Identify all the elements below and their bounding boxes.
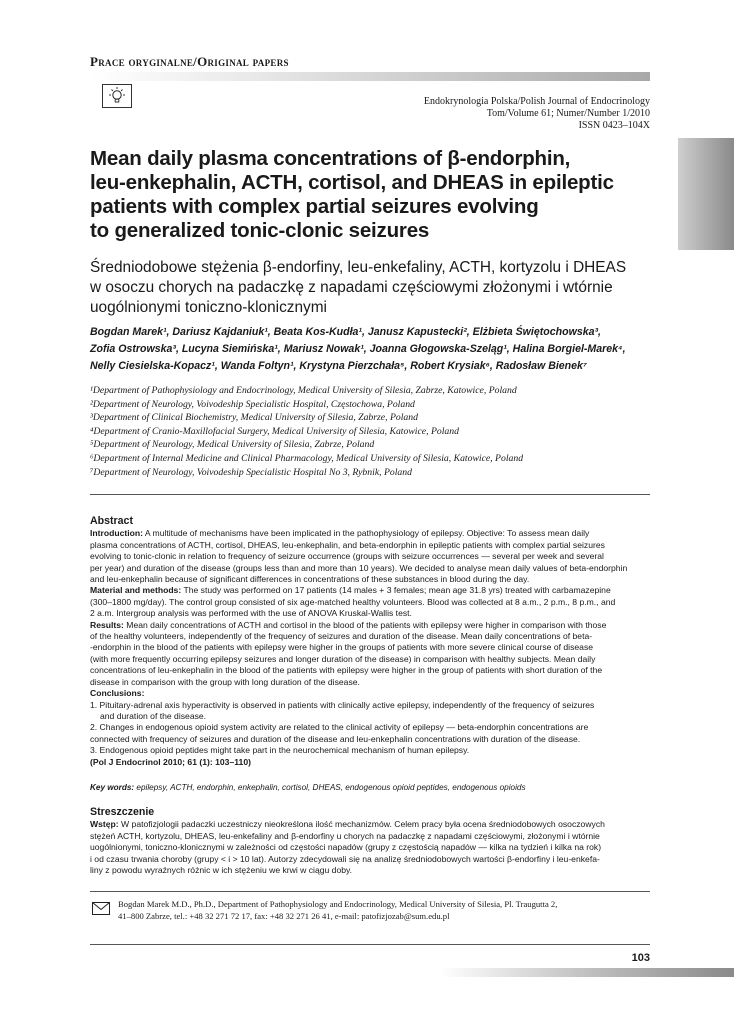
abstract-text: plasma concentrations of ACTH, cortisol, DHEAS, leu-enkephalin, and beta-endorphin in epileptic patients with complex partial seizures (90, 539, 605, 550)
header-gray-bar (90, 72, 650, 81)
title-line: leu-enkephalin, ACTH, cortisol, and DHEAS in epileptic (90, 171, 614, 194)
abstract-text: Mean daily concentrations of ACTH and cortisol in the blood of the patients with epilepsy were higher in comparison with those (123, 619, 607, 630)
subtitle-line: Średniodobowe stężenia β-endorfiny, leu-enkefaliny, ACTH, kortyzolu i DHEAS (90, 259, 627, 276)
abstract-text: connected with frequency of seizures and duration of the disease and leu-enkephalin concentrations with duration of the disease. (90, 733, 581, 744)
streszczenie-text: liny z powodu wyraźnych różnic w ich stężeniu we krwi w ciągu doby. (90, 865, 353, 876)
affiliation: ⁶Department of Internal Medicine and Clinical Pharmacology, Medical University of Silesia, Katowice, Poland (90, 452, 524, 464)
correspondence-line: Bogdan Marek M.D., Ph.D., Department of Pathophysiology and Endocrinology, Medical University of Silesia, Pl. Traugutta 2, (118, 899, 558, 909)
author-line: Nelly Ciesielska-Kopacz¹, Wanda Foltyn¹, Krystyna Pierzchała⁵, Robert Krysiak⁶, Radosław Bienek⁷ (90, 360, 587, 372)
abstract-text: per year) and duration of the disease (groups less than and more than 10 years). We decided to analyse mean daily values of beta-endorphin (90, 562, 628, 573)
abstract-text: 1. Pituitary-adrenal axis hyperactivity is observed in patients with clinically active epilepsy, independently of the frequency of seizures (90, 699, 595, 710)
abstract-text: 3. Endogenous opioid peptides might take part in the neurochemical mechanism of human epilepsy. (90, 745, 470, 756)
journal-info (424, 96, 650, 132)
affiliation: ³Department of Clinical Biochemistry, Medical University of Silesia, Zabrze, Poland (90, 412, 418, 424)
correspondence-address (118, 899, 648, 922)
affiliation: ⁴Department of Cranio-Maxillofacial Surgery, Medical University of Silesia, Katowice, Poland (90, 425, 459, 437)
abstract-text: 2. Changes in endogenous opioid system activity are related to the clinical activity of epilepsy — beta-endorphin concentrations are (90, 722, 589, 733)
methods-label: Material and methods: (90, 585, 182, 596)
streszczenie-section (90, 807, 650, 876)
keywords (90, 783, 650, 792)
abstract-text: evolving to tonic-clonic in relation to frequency of seizure occurrence (groups with seizure occurrences — several per week and several (90, 551, 604, 562)
affiliation: ¹Department of Pathophysiology and Endocrinology, Medical University of Silesia, Zabrze, Katowice, Poland (90, 385, 517, 396)
conclusions-label: Conclusions: (90, 688, 145, 699)
lightbulb-icon (102, 84, 132, 108)
section-title: Prace oryginalne/Original papers (90, 54, 289, 69)
streszczenie-text: uogólnionymi, toniczno-klonicznymi w zależności od częstości napadów (grupy z częstością napadów — kilka na tydzień i kilka na rok) (90, 842, 602, 853)
streszczenie-heading: Streszczenie (90, 806, 155, 818)
page-number: 103 (631, 952, 650, 964)
author-line: Zofia Ostrowska³, Lucyna Siemińska¹, Mariusz Nowak¹, Joanna Głogowska-Szeląg¹, Halina Borgiel-Marek⁴, (90, 343, 626, 355)
divider (90, 494, 650, 495)
author-list (90, 324, 650, 375)
intro-label: Introduction: (90, 528, 143, 539)
abstract-text: A multitude of mechanisms have been implicated in the pathophysiology of epilepsy. Objective: To assess mean daily (142, 528, 590, 539)
streszczenie-text: stężeń ACTH, kortyzolu, DHEAS, leu-enkefaliny and β-endorfiny u chorych na padaczkę z napadami częściowymi, złożonymi i wtórnie (90, 830, 600, 841)
abstract-text: (with more frequently occurring epilepsy seizures and longer duration of the disease) in comparison with healthy subjects. Mean daily (90, 653, 596, 664)
abstract-text: 2 a.m. Intergroup analysis was performed with the use of ANOVA Kruskal-Wallis test. (90, 608, 412, 619)
affiliation-list (90, 384, 650, 479)
divider (90, 944, 650, 945)
affiliation: ⁵Department of Neurology, Medical University of Silesia, Zabrze, Poland (90, 439, 375, 451)
abstract-text: disease in comparison with the group with long duration of the disease. (90, 676, 360, 687)
envelope-icon (92, 902, 110, 915)
citation: (Pol J Endocrinol 2010; 61 (1): 103–110) (90, 756, 251, 767)
author-line: Bogdan Marek¹, Dariusz Kajdaniuk¹, Beata Kos-Kudła¹, Janusz Kapustecki², Elżbieta Świętochowska³, (90, 326, 601, 338)
subtitle-line: uogólnionymi toniczno-klonicznymi (90, 299, 327, 316)
side-tab-marker (678, 138, 734, 250)
article-subtitle-polish (90, 258, 650, 318)
wstep-label: Wstęp: (90, 819, 119, 830)
abstract-text: (300–1800 mg/day). The control group consisted of six age-matched healthy volunteers. Blood was collected at 8 a.m., 2 p.m., 8 p.m., and (90, 596, 616, 607)
subtitle-line: w osoczu chorych na padaczkę z napadami częściowymi złożonymi i wtórnie (90, 279, 613, 296)
correspondence-line: 41–800 Zabrze, tel.: +48 32 271 72 17, fax: +48 32 271 26 41, e-mail: patofizjozab@sum.edu.pl (118, 910, 450, 921)
title-line: patients with complex partial seizures evolving (90, 195, 539, 218)
abstract-heading: Abstract (90, 515, 133, 527)
journal-name: Endokrynologia Polska/Polish Journal of Endocrinology (423, 96, 650, 107)
abstract-text: of the healthy volunteers, independently of the frequency of seizures and duration of the disease. Mean daily concentrations of beta- (90, 631, 593, 642)
affiliation: ²Department of Neurology, Voivodeship Specialistic Hospital, Częstochowa, Poland (90, 398, 415, 410)
journal-issn: ISSN 0423–104X (578, 120, 650, 131)
affiliation: ⁷Department of Neurology, Voivodeship Specialistic Hospital No 3, Rybnik, Poland (90, 466, 412, 478)
title-line: to generalized tonic-clonic seizures (90, 219, 430, 242)
keywords-text: epilepsy, ACTH, endorphin, enkephalin, cortisol, DHEAS, endogenous opioid peptides, endogenous opioids (134, 783, 526, 792)
abstract-text: -endorphin in the blood of the patients with epilepsy were higher in the groups of patients with more severe clinical course of disease (90, 642, 594, 653)
abstract-text: and leu-enkephalin because of significant differences in concentrations of these substances in blood during the day. (90, 574, 530, 585)
abstract-section (90, 516, 650, 768)
keywords-label: Key words: (90, 783, 135, 792)
footer-gray-bar (440, 968, 734, 977)
streszczenie-text: i od czasu trwania choroby (grupy < i > 10 lat). Autorzy zdecydowali się na analizę średniodobowych wartości β-endorfiny i leu-enkefa- (90, 853, 600, 864)
streszczenie-text: W patofizjologii padaczki uczestniczy nieokreślona ilość mechanizmów. Celem pracy była ocena średniodobowych osoczowych (118, 819, 605, 830)
divider (90, 891, 650, 892)
article-title (90, 147, 650, 243)
journal-volume: Tom/Volume 61; Numer/Number 1/2010 (486, 108, 650, 119)
results-label: Results: (90, 619, 124, 630)
title-line: Mean daily plasma concentrations of β-endorphin, (90, 147, 571, 170)
abstract-text: The study was performed on 17 patients (14 males + 3 females; mean age 31.8 yrs) treated with carbamazepine (181, 585, 611, 596)
abstract-text: concentrations of leu-enkephalin in the blood of the patients with epilepsy were higher in the group of patients with short duration of the (90, 665, 603, 676)
abstract-text: and duration of the disease. (100, 710, 207, 721)
